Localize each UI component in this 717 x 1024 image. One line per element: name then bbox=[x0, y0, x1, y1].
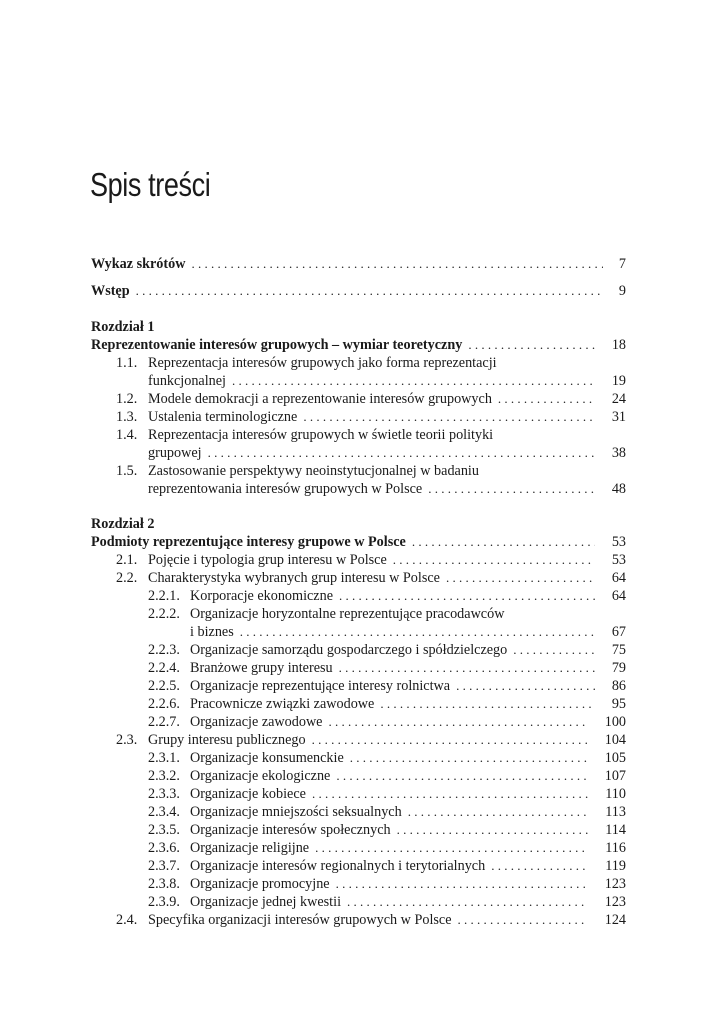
toc-entry-text: Grupy interesu publicznego bbox=[148, 732, 306, 748]
toc-entry-text: Pojęcie i typologia grup interesu w Polsce bbox=[148, 552, 387, 568]
toc-page-number: 38 bbox=[611, 445, 626, 461]
toc-page-number: 9 bbox=[618, 283, 626, 299]
section-number: 2.2.3. bbox=[148, 642, 180, 658]
section-number: 2.2.1. bbox=[148, 588, 180, 604]
toc-entry-text: Modele demokracji a reprezentowanie interesów grupowych bbox=[148, 391, 492, 407]
toc-entry-text: Organizacje samorządu gospodarczego i spółdzielczego bbox=[190, 642, 508, 658]
chapter-label bbox=[0, 515, 717, 533]
toc-entry-text: Reprezentowanie interesów grupowych – wymiar teoretyczny bbox=[91, 337, 463, 353]
dot-leader bbox=[347, 893, 588, 911]
toc-entry-2-2-2-line1[interactable] bbox=[0, 605, 717, 623]
toc-entry-text: Reprezentacja interesów grupowych jako forma reprezentacji bbox=[148, 355, 497, 371]
toc-entry-2-2-3[interactable] bbox=[0, 641, 717, 659]
toc-entry-text: Pracownicze związki zawodowe bbox=[190, 696, 375, 712]
toc-entry-2-3-5[interactable] bbox=[0, 821, 717, 839]
toc-entry-1-2[interactable] bbox=[0, 390, 717, 408]
toc-entry-2-4[interactable] bbox=[0, 911, 717, 929]
toc-entry-2-3-4[interactable] bbox=[0, 803, 717, 821]
dot-leader bbox=[412, 533, 595, 551]
toc-entry-text: Charakterystyka wybranych grup interesu w Polsce bbox=[148, 570, 440, 586]
toc-page-number: 105 bbox=[604, 750, 626, 766]
chapter-label bbox=[0, 318, 717, 336]
toc-entry-1-1-line1[interactable] bbox=[0, 354, 717, 372]
toc-entry-2-2-2[interactable] bbox=[0, 623, 717, 641]
toc-entry-1-4-line1[interactable] bbox=[0, 426, 717, 444]
toc-entry-1-5-line1[interactable] bbox=[0, 462, 717, 480]
section-number: 2.1. bbox=[116, 552, 138, 568]
dot-leader bbox=[336, 767, 588, 785]
toc-page-number: 75 bbox=[611, 642, 626, 658]
dot-leader bbox=[513, 641, 595, 659]
section-number: 2.3. bbox=[116, 732, 138, 748]
chapter-label-text: Rozdział 2 bbox=[91, 516, 155, 532]
toc-entry-2-2-7[interactable] bbox=[0, 713, 717, 731]
toc-entry-text: Organizacje zawodowe bbox=[190, 714, 323, 730]
toc-page-number: 123 bbox=[604, 894, 626, 910]
dot-leader bbox=[208, 444, 595, 462]
section-number: 2.3.6. bbox=[148, 840, 180, 856]
toc-entry-chapter-2[interactable] bbox=[0, 533, 717, 551]
toc-entry-text: i biznes bbox=[190, 624, 234, 640]
toc-entry-text: Branżowe grupy interesu bbox=[190, 660, 333, 676]
toc-entry-text: reprezentowania interesów grupowych w Polsce bbox=[148, 481, 423, 497]
section-number: 1.2. bbox=[116, 391, 138, 407]
toc-page-number: 67 bbox=[611, 624, 626, 640]
toc-page-number: 107 bbox=[604, 768, 626, 784]
dot-leader bbox=[498, 390, 595, 408]
toc-entry-2-3-3[interactable] bbox=[0, 785, 717, 803]
toc-entry-2-3[interactable] bbox=[0, 731, 717, 749]
toc-entry-text: Organizacje mniejszości seksualnych bbox=[190, 804, 402, 820]
toc-page-number: 19 bbox=[611, 373, 626, 389]
section-number: 2.2.5. bbox=[148, 678, 180, 694]
toc-entry-text: Organizacje reprezentujące interesy rolnictwa bbox=[190, 678, 451, 694]
toc-entry-2-3-7[interactable] bbox=[0, 857, 717, 875]
section-number: 1.4. bbox=[116, 427, 138, 443]
dot-leader bbox=[408, 803, 588, 821]
toc-entry-2-3-6[interactable] bbox=[0, 839, 717, 857]
dot-leader bbox=[491, 857, 588, 875]
section-number: 1.1. bbox=[116, 355, 138, 371]
section-number: 2.3.5. bbox=[148, 822, 180, 838]
dot-leader bbox=[339, 587, 595, 605]
toc-page-number: 64 bbox=[611, 570, 626, 586]
section-number: 2.2.2. bbox=[148, 606, 180, 622]
toc-entry-text: Podmioty reprezentujące interesy grupowe w Polsce bbox=[91, 534, 406, 550]
section-number: 2.3.8. bbox=[148, 876, 180, 892]
dot-leader bbox=[312, 731, 588, 749]
toc-page-number: 64 bbox=[611, 588, 626, 604]
dot-leader bbox=[339, 659, 595, 677]
section-number: 2.3.2. bbox=[148, 768, 180, 784]
toc-entry-text: Ustalenia terminologiczne bbox=[148, 409, 298, 425]
dot-leader bbox=[393, 551, 595, 569]
toc-entry-2-2-5[interactable] bbox=[0, 677, 717, 695]
toc-entry-text: Organizacje religijne bbox=[190, 840, 310, 856]
toc-entry-text: Organizacje kobiece bbox=[190, 786, 306, 802]
toc-entry-text: Organizacje konsumenckie bbox=[190, 750, 344, 766]
toc-entry-2-2-6[interactable] bbox=[0, 695, 717, 713]
toc-entry-2-3-8[interactable] bbox=[0, 875, 717, 893]
dot-leader bbox=[136, 282, 603, 300]
toc-entry-2-2-4[interactable] bbox=[0, 659, 717, 677]
toc-entry-text: Zastosowanie perspektywy neoinstytucjonalnej w badaniu bbox=[148, 463, 479, 479]
toc-page-number: 86 bbox=[611, 678, 626, 694]
toc-entry-1-4[interactable] bbox=[0, 444, 717, 462]
dot-leader bbox=[303, 408, 595, 426]
toc-page-number: 110 bbox=[605, 786, 626, 802]
toc-page-number: 53 bbox=[611, 534, 626, 550]
toc-page-number: 113 bbox=[605, 804, 626, 820]
toc-entry-text: Korporacje ekonomiczne bbox=[190, 588, 333, 604]
dot-leader bbox=[336, 875, 588, 893]
dot-leader bbox=[380, 695, 595, 713]
page-title: Spis treści bbox=[90, 166, 211, 203]
toc-entry-text: Organizacje jednej kwestii bbox=[190, 894, 342, 910]
section-number: 1.3. bbox=[116, 409, 138, 425]
dot-leader bbox=[191, 255, 603, 273]
toc-page-number: 95 bbox=[611, 696, 626, 712]
toc-entry-text: grupowej bbox=[148, 445, 202, 461]
toc-entry-2-2[interactable] bbox=[0, 569, 717, 587]
toc-entry-text: funkcjonalnej bbox=[148, 373, 227, 389]
toc-page-number: 104 bbox=[604, 732, 626, 748]
dot-leader bbox=[240, 623, 595, 641]
toc-entry-text: Organizacje horyzontalne reprezentujące pracodawców bbox=[190, 606, 505, 622]
section-number: 2.2. bbox=[116, 570, 138, 586]
toc-page-number: 48 bbox=[611, 481, 626, 497]
toc-page-number: 123 bbox=[604, 876, 626, 892]
dot-leader bbox=[328, 713, 588, 731]
toc-page-number: 116 bbox=[605, 840, 626, 856]
dot-leader bbox=[312, 785, 588, 803]
toc-page-number: 79 bbox=[611, 660, 626, 676]
toc-page-number: 31 bbox=[611, 409, 626, 425]
section-number: 2.3.7. bbox=[148, 858, 180, 874]
section-number: 1.5. bbox=[116, 463, 138, 479]
toc-page-number: 24 bbox=[611, 391, 626, 407]
toc-entry-wstep[interactable] bbox=[0, 282, 717, 300]
section-number: 2.4. bbox=[116, 912, 138, 928]
toc-entry-text: Organizacje interesów społecznych bbox=[190, 822, 391, 838]
toc-page-number: 114 bbox=[605, 822, 626, 838]
dot-leader bbox=[232, 372, 595, 390]
dot-leader bbox=[446, 569, 595, 587]
toc-entry-1-5[interactable] bbox=[0, 480, 717, 498]
dot-leader bbox=[458, 911, 588, 929]
dot-leader bbox=[468, 336, 595, 354]
dot-leader bbox=[428, 480, 595, 498]
toc-entry-2-3-1[interactable] bbox=[0, 749, 717, 767]
dot-leader bbox=[315, 839, 588, 857]
toc-entry-2-3-9[interactable] bbox=[0, 893, 717, 911]
chapter-label-text: Rozdział 1 bbox=[91, 319, 155, 335]
dot-leader bbox=[350, 749, 588, 767]
toc-page-number: 53 bbox=[611, 552, 626, 568]
toc-entry-text: Reprezentacja interesów grupowych w świetle teorii polityki bbox=[148, 427, 494, 443]
toc-entry-2-3-2[interactable] bbox=[0, 767, 717, 785]
toc-entry-text: Wstęp bbox=[91, 283, 130, 299]
dot-leader bbox=[397, 821, 588, 839]
toc-entry-text: Specyfika organizacji interesów grupowych w Polsce bbox=[148, 912, 452, 928]
toc-entry-chapter-1[interactable] bbox=[0, 336, 717, 354]
toc-page-number: 119 bbox=[605, 858, 626, 874]
section-number: 2.2.7. bbox=[148, 714, 180, 730]
toc-entry-wykaz[interactable] bbox=[0, 255, 717, 273]
section-number: 2.3.1. bbox=[148, 750, 180, 766]
section-number: 2.3.3. bbox=[148, 786, 180, 802]
dot-leader bbox=[456, 677, 595, 695]
section-number: 2.2.4. bbox=[148, 660, 180, 676]
toc-entry-2-1[interactable] bbox=[0, 551, 717, 569]
toc-page-number: 18 bbox=[611, 337, 626, 353]
toc-entry-2-2-1[interactable] bbox=[0, 587, 717, 605]
section-number: 2.3.4. bbox=[148, 804, 180, 820]
toc-entry-1-1[interactable] bbox=[0, 372, 717, 390]
toc-entry-text: Organizacje promocyjne bbox=[190, 876, 330, 892]
toc-page-number: 100 bbox=[604, 714, 626, 730]
toc-page-number: 7 bbox=[618, 256, 626, 272]
section-number: 2.3.9. bbox=[148, 894, 180, 910]
toc-entry-1-3[interactable] bbox=[0, 408, 717, 426]
toc-entry-text: Wykaz skrótów bbox=[91, 256, 186, 272]
toc-page-number: 124 bbox=[604, 912, 626, 928]
section-number: 2.2.6. bbox=[148, 696, 180, 712]
toc-entry-text: Organizacje interesów regionalnych i terytorialnych bbox=[190, 858, 486, 874]
toc-entry-text: Organizacje ekologiczne bbox=[190, 768, 331, 784]
